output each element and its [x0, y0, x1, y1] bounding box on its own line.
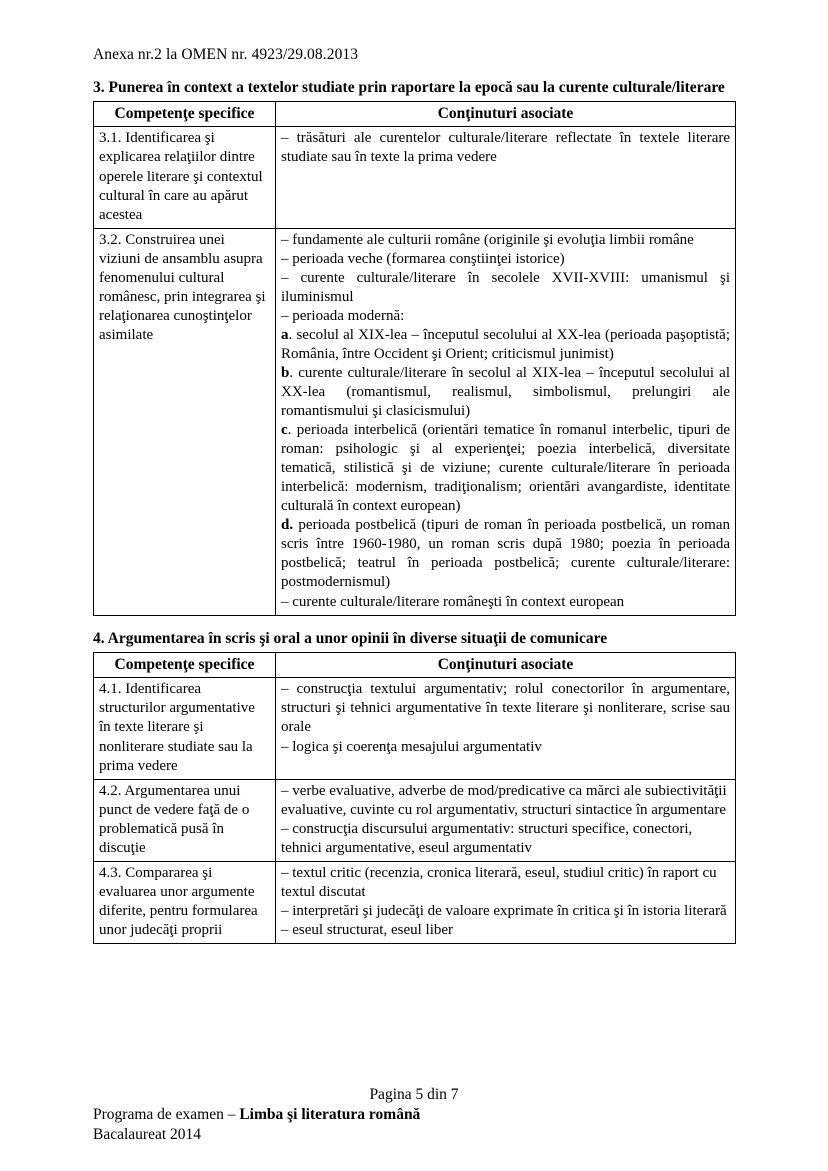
footer-programa: [93, 1105, 735, 1124]
table-row: [94, 228, 736, 615]
item-text: perioada postbelică (tipuri de roman în perioada postbelică, un roman scris între 1960-1980, un roman scris după 1980; poezia în perioada postbelică; teatrul în perioada postbelică; curente culturale/literare: postmodernismul): [281, 517, 730, 591]
competence-cell: 4.2. Argumentarea unui punct de vedere faţă de o problematică pusă în discuţie: [94, 779, 276, 861]
contents-cell: [276, 127, 736, 228]
competences-table-3: [93, 101, 736, 616]
document-page: [93, 0, 735, 944]
column-header-contents: Conţinuturi asociate: [276, 652, 736, 678]
item-marker-c: c: [281, 422, 288, 439]
item-text: . curente culturale/literare în secolul al XIX-lea – începutul secolului al XX-lea (romantismul, realismul, simbolismul, prelungiri ale romantismului şi clasicismului): [281, 364, 730, 420]
item-marker-a: a: [281, 326, 289, 343]
content-item-b: [281, 364, 730, 421]
competence-cell: 4.1. Identificarea structurilor argumentative în texte literare şi nonliterare studiate sau la prima vedere: [94, 678, 276, 779]
page-indicator: Pagina 5 din 7: [369, 1086, 459, 1103]
table-row: [94, 678, 736, 779]
content-item: – interpretări şi judecăţi de valoare exprimate în critica şi în istoria literară: [281, 902, 727, 919]
content-item: – construcţia discursului argumentativ: structuri specifice, conectori, tehnici argumentative, eseul argumentativ: [281, 820, 693, 856]
column-header-competences: Competenţe specifice: [94, 101, 276, 127]
table-header-row: [94, 101, 736, 127]
competence-cell: 3.2. Construirea unei viziuni de ansamblu asupra fenomenului cultural românesc, prin integrarea şi relaţionarea cunoştinţelor asimilate: [94, 228, 276, 615]
table-row: [94, 861, 736, 943]
table-row: [94, 127, 736, 228]
content-item: – verbe evaluative, adverbe de mod/predicative ca mărci ale subiectivităţii evaluative, cuvinte cu rol argumentativ, structuri sintactice în argumentare: [281, 782, 727, 818]
content-item: – construcţia textului argumentativ; rolul conectorilor în argumentare, structuri şi tehnici argumentative în texte literare şi nonliterare, scrise sau orale: [281, 681, 730, 736]
content-item-a: [281, 326, 730, 364]
content-item: – curente culturale/literare româneşti în context european: [281, 593, 625, 610]
contents-cell: [276, 779, 736, 861]
item-marker-d: d.: [281, 517, 294, 534]
content-item: – eseul structurat, eseul liber: [281, 921, 454, 938]
content-item: – trăsături ale curentelor culturale/literare reflectate în textele literare studiate sau în texte la prima vedere: [281, 130, 730, 166]
competence-cell: 3.1. Identificarea şi explicarea relaţiilor dintre operele literare şi contextul cultural în care au apărut acestea: [94, 127, 276, 228]
content-item: – curente culturale/literare în secolele XVII-XVIII: umanismul şi iluminismul: [281, 269, 730, 305]
contents-cell: [276, 228, 736, 615]
table-row: [94, 779, 736, 861]
column-header-contents: Conţinuturi asociate: [276, 101, 736, 127]
section-heading-4: 4. Argumentarea în scris şi oral a unor opinii în diverse situaţii de comunicare: [93, 629, 608, 647]
content-spacer: [281, 757, 730, 776]
footer-exam-year: Bacalaureat 2014: [93, 1125, 202, 1143]
content-item-d: [281, 516, 730, 592]
content-item: – fundamente ale culturii române (originile şi evoluţia limbii române: [281, 231, 694, 248]
content-item: – perioada modernă:: [281, 307, 405, 324]
item-text: . perioada interbelică (orientări tematice în romanul interbelic, tipuri de roman: psihologic şi al experienţei; poezia interbelică, diversitate tematică, stilistică şi de viziune; curente culturale/literare în perioada interbelică: modernism, tradiţionalism; orientări avangardiste, identitate culturală în context european): [281, 422, 730, 515]
column-header-competences: Competenţe specifice: [94, 652, 276, 678]
annex-reference: Anexa nr.2 la OMEN nr. 4923/29.08.2013: [93, 46, 359, 63]
contents-cell: [276, 678, 736, 779]
section-heading-3: 3. Punerea în context a textelor studiate prin raportare la epocă sau la curente culturale/literare: [93, 78, 725, 96]
item-marker-b: b: [281, 364, 290, 381]
table-header-row: [94, 652, 736, 678]
content-item: – textul critic (recenzia, cronica literară, eseul, studiul critic) în raport cu textul discutat: [281, 864, 717, 900]
competences-table-4: [93, 652, 736, 944]
content-item: – perioada veche (formarea conştiinţei istorice): [281, 250, 565, 267]
content-item-c: [281, 421, 730, 516]
competence-cell: 4.3. Compararea şi evaluarea unor argumente diferite, pentru formularea unor judecăţi proprii: [94, 861, 276, 943]
item-text: . secolul al XIX-lea – începutul secolului al XX-lea (perioada paşoptistă; România, între Occident şi Orient; criticismul junimist): [281, 326, 730, 362]
contents-cell: [276, 861, 736, 943]
footer-subject-name: Limba şi literatura română: [239, 1106, 421, 1124]
footer-programa-prefix: Programa de examen –: [93, 1106, 240, 1124]
page-footer: [93, 1085, 735, 1144]
content-item: – logica şi coerenţa mesajului argumentativ: [281, 738, 542, 755]
